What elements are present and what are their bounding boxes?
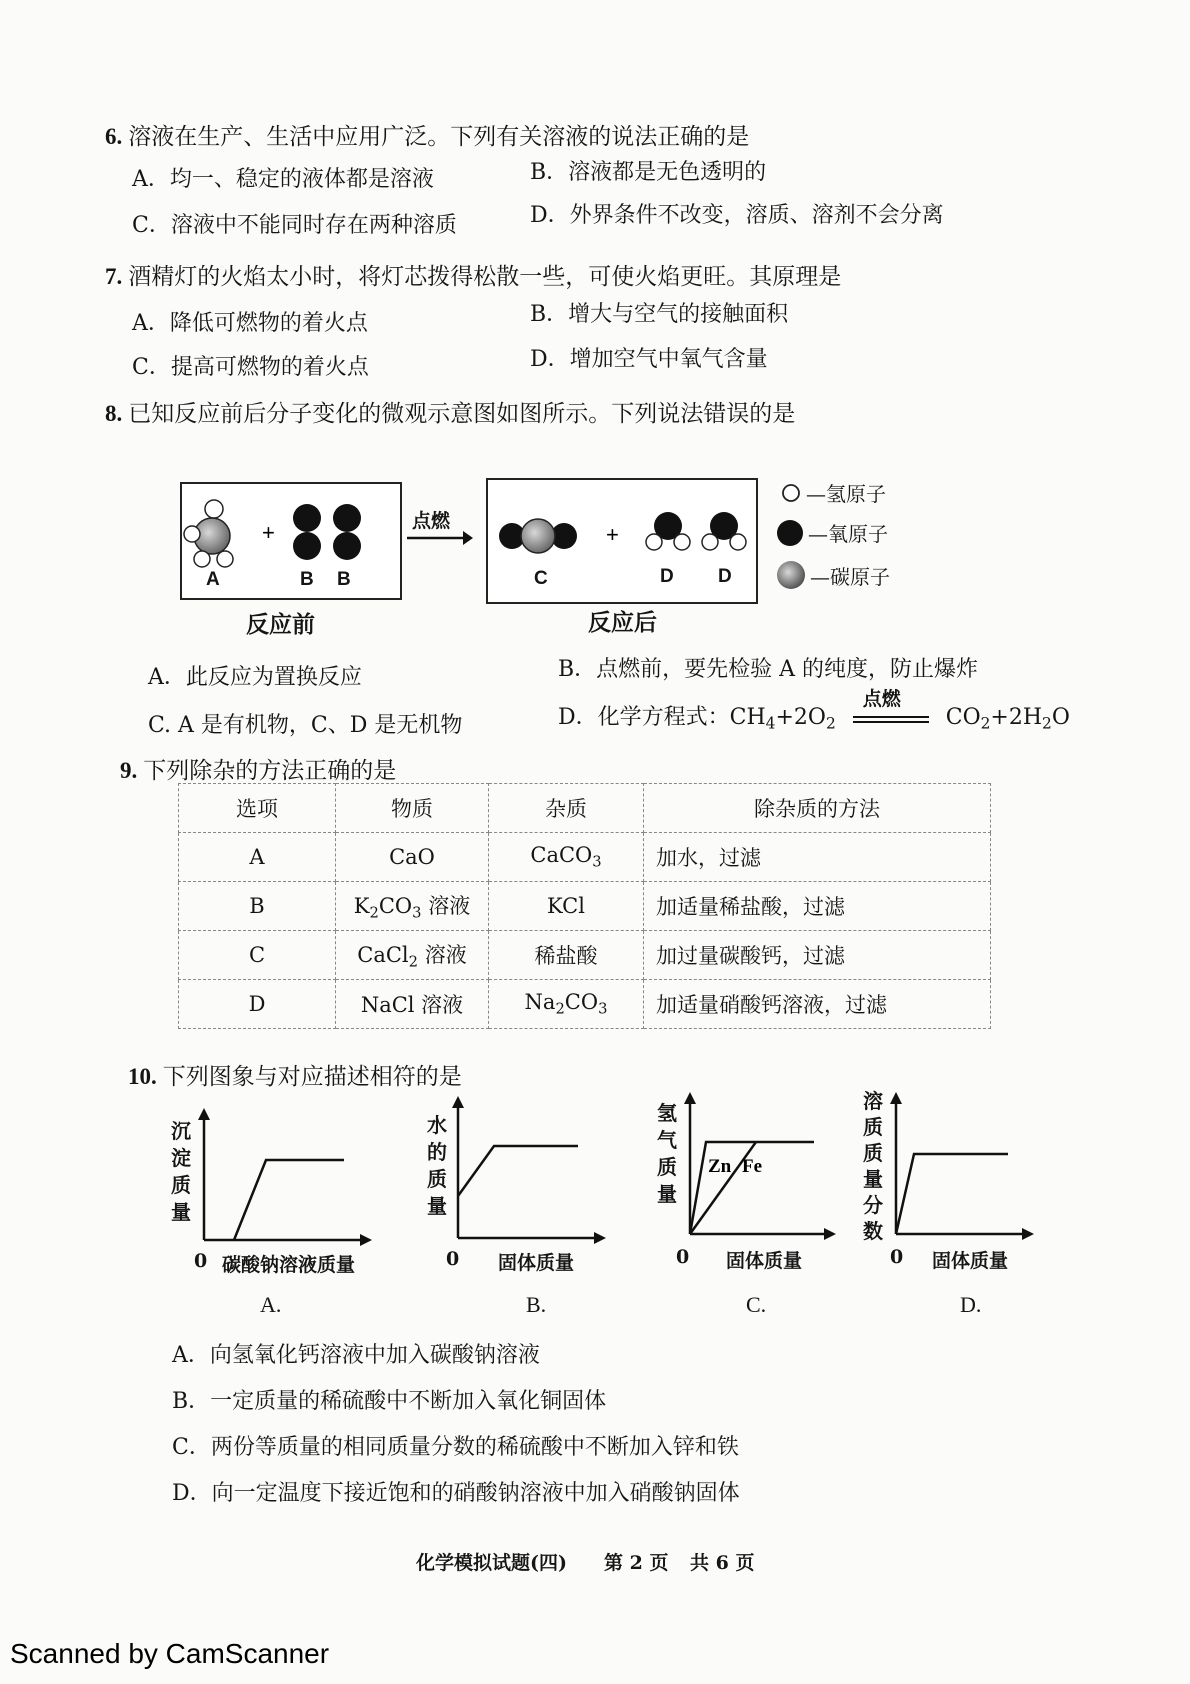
q8-option-b: B．点燃前，要先检验 A 的纯度，防止爆炸 <box>558 657 979 682</box>
question-7-stem: 酒精灯的火焰太小时，将灯芯拨得松散一些，可使火焰更旺。其原理是 <box>128 264 842 290</box>
molecule-label-c: C <box>534 568 548 589</box>
q7-option-a: A．降低可燃物的着火点 <box>132 311 368 336</box>
molecule-label-d2: D <box>718 566 732 587</box>
graph-c-origin: 0 <box>676 1246 690 1268</box>
graph-d-caption: D. <box>960 1292 982 1317</box>
plus-sign-1: + <box>262 520 275 545</box>
impurity-removal-table <box>178 783 991 1029</box>
reaction-arrow <box>405 528 475 548</box>
before-caption: 反应前 <box>246 611 315 638</box>
equation-products: $CO_2+2H_2O$ <box>945 705 1070 733</box>
molecule-label-b1: B <box>300 569 314 590</box>
q10-option-b: B．一定质量的稀硫酸中不断加入氧化铜固体 <box>172 1389 607 1414</box>
graph-d-curve <box>896 1154 1008 1234</box>
after-caption: 反应后 <box>588 609 657 636</box>
legend-hydrogen: —氢原子 <box>780 478 886 507</box>
footer-page: 第 2 页 <box>604 1552 669 1574</box>
oxygen-molecule-b1 <box>293 504 321 560</box>
question-6-stem: 溶液在生产、生活中应用广泛。下列有关溶液的说法正确的是 <box>128 124 750 150</box>
q8-option-c: C. A 是有机物，C、D 是无机物 <box>148 713 463 738</box>
reaction-before-box <box>180 482 402 600</box>
water-molecule-d1 <box>646 512 690 550</box>
products-molecules-illustration <box>488 480 756 602</box>
equation-arrow: 点燃 <box>853 714 929 723</box>
q7-option-d: D．增加空气中氧气含量 <box>530 347 768 372</box>
carbon-atom-icon <box>776 560 806 590</box>
q10-option-a: A．向氢氧化钙溶液中加入碳酸钠溶液 <box>172 1343 540 1368</box>
q6-option-b: B．溶液都是无色透明的 <box>530 160 767 185</box>
col-header-method: 除杂质的方法 <box>644 784 991 833</box>
water-molecule-d2 <box>702 512 746 550</box>
molecule-label-b2: B <box>337 569 351 590</box>
graph-c-series-zn: Zn <box>708 1156 732 1177</box>
graph-a <box>192 1108 372 1248</box>
graph-a-caption: A. <box>260 1292 282 1317</box>
table-row: B $K_2CO_3$ 溶液 KCl 加适量稀盐酸，过滤 <box>179 882 991 931</box>
footer-total: 共 6 页 <box>690 1552 755 1574</box>
q7-option-b: B．增大与空气的接触面积 <box>530 302 789 327</box>
graph-b-curve <box>458 1146 578 1196</box>
table-row: D NaCl 溶液 $Na_2CO_3$ 加适量硝酸钙溶液，过滤 <box>179 980 991 1029</box>
q8-option-d: D．化学方程式：$CH_4+2O_2$ 点燃 $CO_2+2H_2O$ <box>558 687 1070 733</box>
col-header-impurity: 杂质 <box>489 784 644 833</box>
legend-carbon: —碳原子 <box>776 560 890 590</box>
col-header-option: 选项 <box>179 784 336 833</box>
graph-d-origin: 0 <box>890 1246 904 1268</box>
hydrogen-atom-icon <box>780 482 802 504</box>
legend-oxygen: —氧原子 <box>776 518 888 547</box>
graph-b <box>448 1096 608 1246</box>
graph-c-caption: C. <box>746 1292 767 1317</box>
carbon-dioxide-molecule-c <box>499 519 577 553</box>
graph-a-xlabel: 碳酸钠溶液质量 <box>222 1254 356 1276</box>
q10-option-c: C．两份等质量的相同质量分数的稀硫酸中不断加入锌和铁 <box>172 1435 739 1460</box>
plus-sign-2: + <box>606 522 619 547</box>
question-9-stem: 下列除杂的方法正确的是 <box>143 758 397 784</box>
graph-b-origin: 0 <box>446 1248 460 1270</box>
question-9: 9. 下列除杂的方法正确的是 <box>120 758 397 784</box>
reaction-after-box <box>486 478 758 604</box>
footer-title: 化学模拟试题(四) <box>416 1552 567 1574</box>
graph-b-ylabel: 水 的 质 量 <box>427 1113 447 1218</box>
question-8: 8. 已知反应前后分子变化的微观示意图如图所示。下列说法错误的是 <box>105 401 796 427</box>
graph-c-series-fe: Fe <box>742 1156 763 1177</box>
scanner-watermark: Scanned by CamScanner <box>10 1638 330 1669</box>
question-10-stem: 下列图象与对应描述相符的是 <box>162 1064 462 1090</box>
table-row: A CaO CaCO$_3$ 加水，过滤 <box>179 833 991 882</box>
equation-reactants: $CH_4+2O_2$ <box>729 705 836 733</box>
graph-d-ylabel: 溶 质 质 量 分 数 <box>863 1089 883 1243</box>
question-7: 7. 酒精灯的火焰太小时，将灯芯拨得松散一些，可使火焰更旺。其原理是 <box>105 264 842 290</box>
graph-d <box>886 1092 1036 1242</box>
col-header-substance: 物质 <box>336 784 489 833</box>
table-header-row <box>179 784 991 833</box>
oxygen-molecule-b2 <box>333 504 361 560</box>
question-6: 6. 溶液在生产、生活中应用广泛。下列有关溶液的说法正确的是 <box>105 124 750 150</box>
oxygen-atom-icon <box>776 519 804 547</box>
q7-option-c: C．提高可燃物的着火点 <box>132 355 369 380</box>
q6-option-d: D．外界条件不改变，溶质、溶剂不会分离 <box>530 203 944 228</box>
ignite-label: 点燃 <box>412 510 451 532</box>
graph-c-xlabel: 固体质量 <box>726 1250 803 1272</box>
question-10: 10. 下列图象与对应描述相符的是 <box>128 1064 462 1090</box>
graph-c-ylabel: 氢 气 质 量 <box>657 1101 677 1206</box>
molecule-label-d1: D <box>660 566 674 587</box>
q6-option-c: C．溶液中不能同时存在两种溶质 <box>132 213 457 238</box>
graph-c <box>680 1092 840 1242</box>
methane-molecule-a <box>184 500 233 567</box>
q8-option-a: A．此反应为置换反应 <box>148 665 362 690</box>
question-8-stem: 已知反应前后分子变化的微观示意图如图所示。下列说法错误的是 <box>128 401 796 427</box>
table-row: C CaCl$_2$ 溶液 稀盐酸 加过量碳酸钙，过滤 <box>179 931 991 980</box>
graph-b-xlabel: 固体质量 <box>498 1252 575 1274</box>
q6-option-a: A．均一、稳定的液体都是溶液 <box>132 167 434 192</box>
molecule-label-a: A <box>206 569 220 590</box>
q10-option-d: D．向一定温度下接近饱和的硝酸钠溶液中加入硝酸钠固体 <box>172 1481 740 1506</box>
graph-d-xlabel: 固体质量 <box>932 1250 1009 1272</box>
graph-a-ylabel: 沉 淀 质 量 <box>171 1119 191 1224</box>
graph-a-curve <box>234 1160 344 1240</box>
graph-b-caption: B. <box>526 1292 547 1317</box>
graph-a-origin: 0 <box>194 1250 208 1272</box>
